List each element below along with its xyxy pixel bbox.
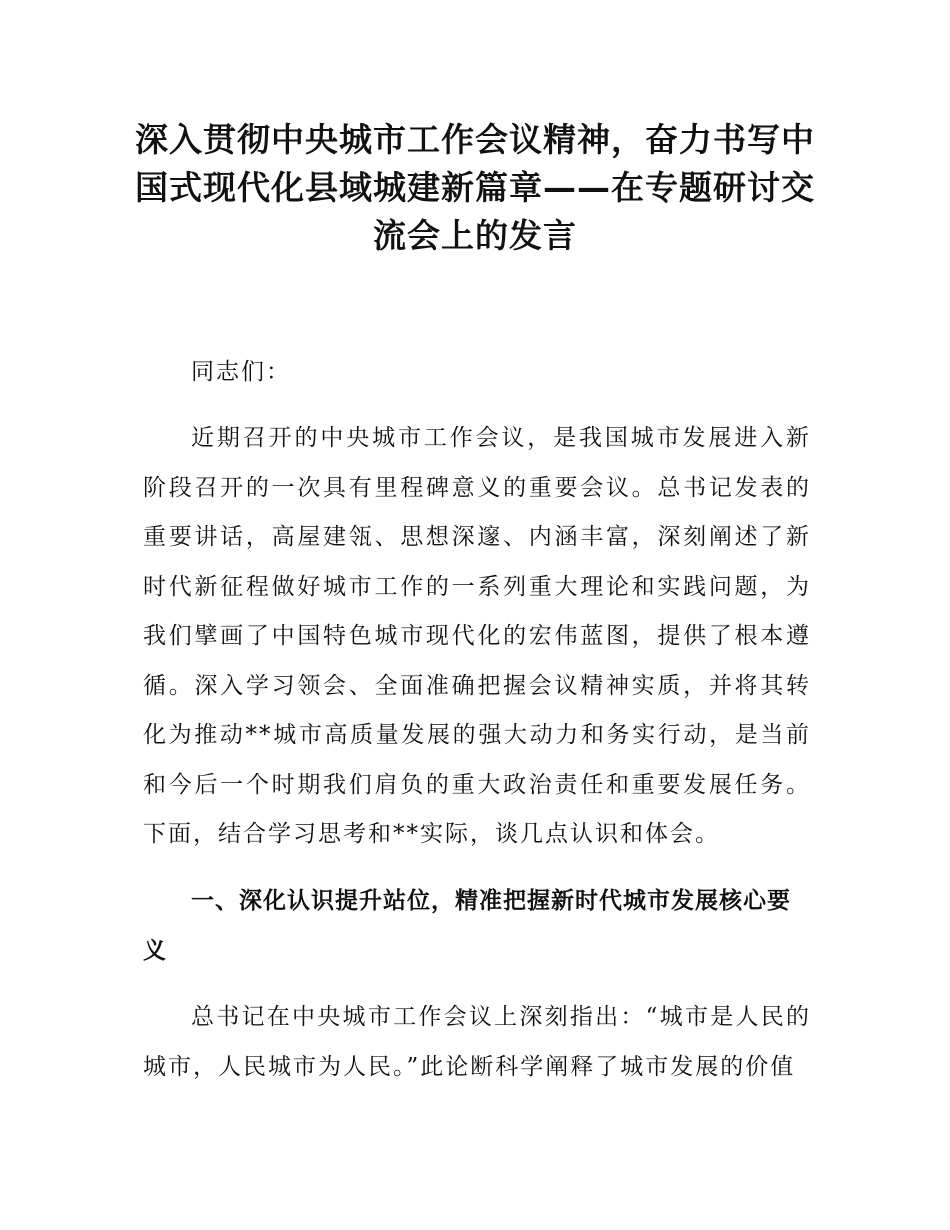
section-paragraph: 总书记在中央城市工作会议上深刻指出：“城市是人民的城市，人民城市为人民。”此论断科学阐释了城市发展的价值 — [143, 1004, 811, 1080]
body-paragraph: 近期召开的中央城市工作会议，是我国城市发展进入新阶段召开的一次具有里程碑意义的重要会议。总书记发表的重要讲话，高屋建瓴、思想深邃、内涵丰富，深刻阐述了新时代新征程做好城市工作的一系列重大理论和实践问题，为我们擘画了中国特色城市现代化的宏伟蓝图，提供了根本遵循。深入学习领会、全面准确把握会议精神实质，并将其转化为推动**城市高质量发展的强大动力和务实行动，是当前和今后一个时期我们肩负的重大政治责任和重要发展任务。下面，结合学习思考和**实际，谈几点认识和体会。 — [143, 425, 811, 847]
document-title: 深入贯彻中央城市工作会议精神，奋力书写中国式现代化县域城建新篇章——在专题研讨交流会上的发言 — [135, 120, 815, 255]
salutation: 同志们： — [191, 359, 291, 385]
section-heading: 一、深化认识提升站位，精准把握新时代城市发展核心要义 — [143, 888, 791, 964]
